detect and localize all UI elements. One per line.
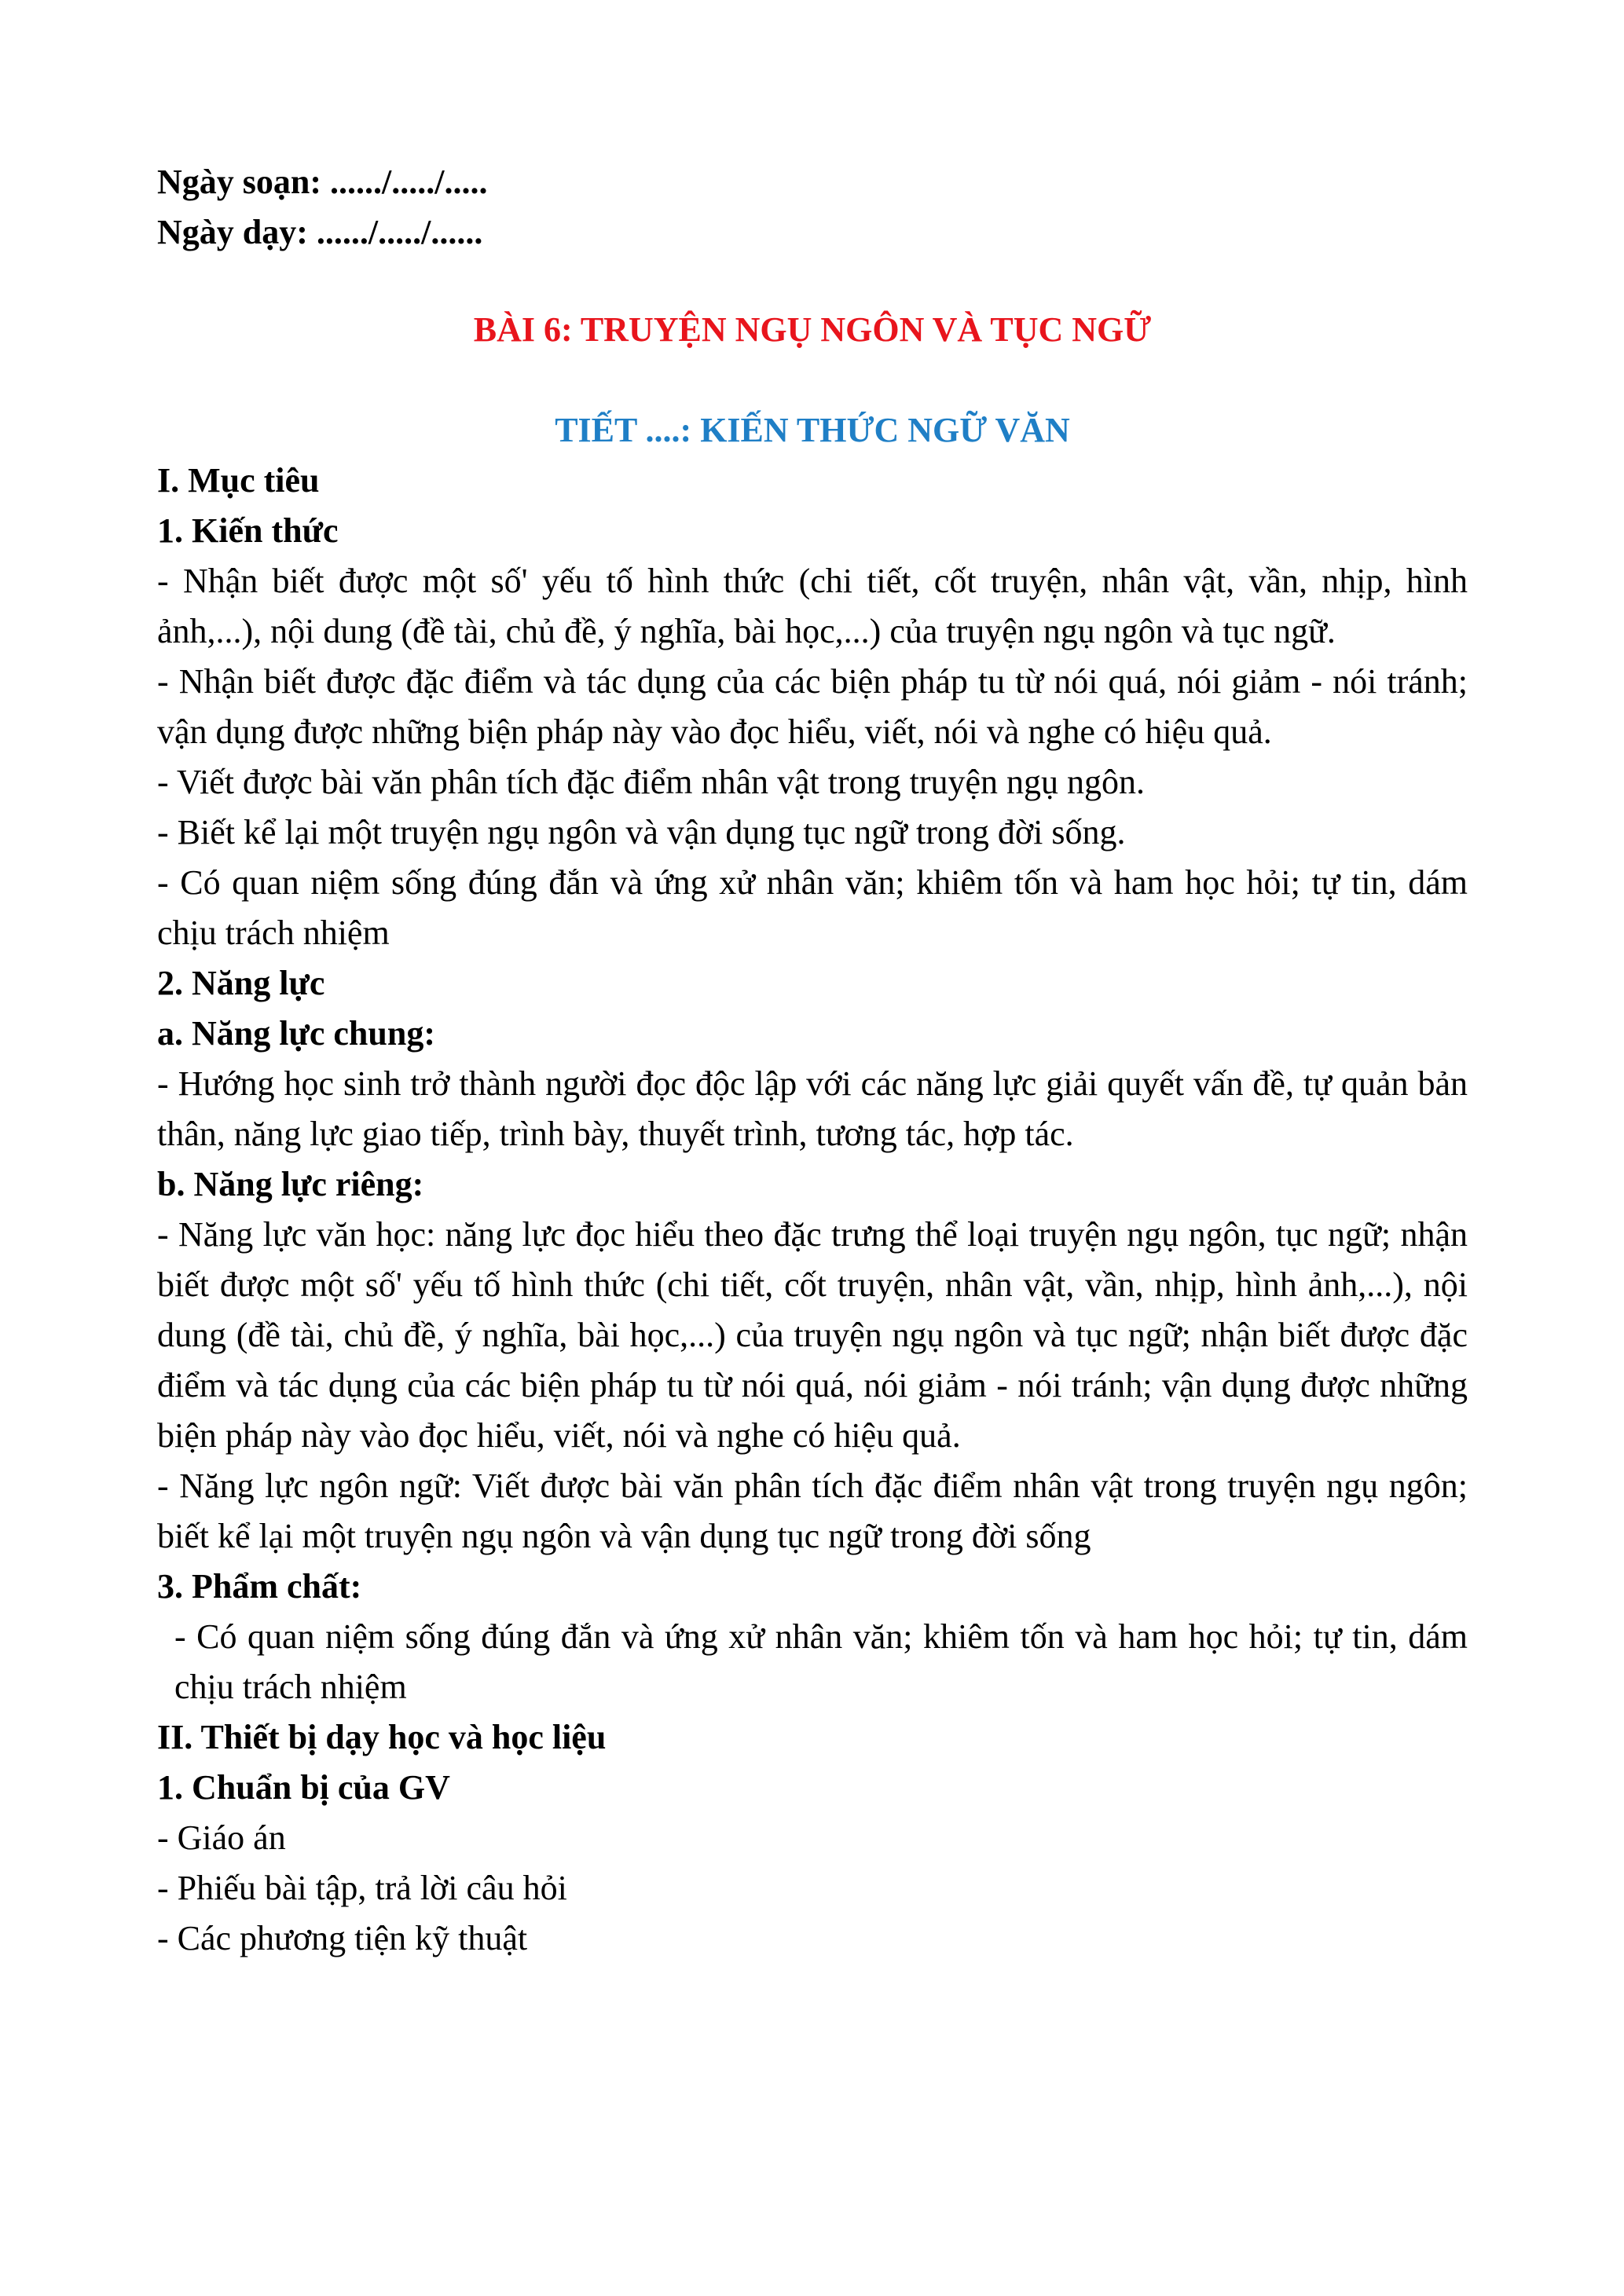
knowledge-heading: 1. Kiến thức <box>157 511 339 550</box>
section-objectives-heading: I. Mục tiêu <box>157 461 320 500</box>
knowledge-item: - Biết kể lại một truyện ngụ ngôn và vận dụng tục ngữ trong đời sống. <box>157 813 1126 851</box>
general-competence-heading: a. Năng lực chung: <box>157 1014 435 1053</box>
qualities-heading: 3. Phẩm chất: <box>157 1567 362 1606</box>
knowledge-item: - Nhận biết được một số' yếu tố hình thức (chi tiết, cốt truyện, nhân vật, vần, nhịp, hình ảnh,...), nội dung (đề tài, chủ đề, ý nghĩa, bài học,...) của truyện ngụ ngôn và tục ngữ. <box>157 562 1468 650</box>
general-competence-item: - Hướng học sinh trở thành người đọc độc lập với các năng lực giải quyết vấn đề, tự quản bản thân, năng lực giao tiếp, trình bày, thuyết trình, tương tác, hợp tác. <box>157 1064 1468 1153</box>
knowledge-item: - Nhận biết được đặc điểm và tác dụng của các biện pháp tu từ nói quá, nói giảm - nói tránh; vận dụng được những biện pháp này vào đọc hiểu, viết, nói và nghe có hiệu quả. <box>157 662 1468 751</box>
document-content <box>157 157 1468 1964</box>
knowledge-item: - Viết được bài văn phân tích đặc điểm nhân vật trong truyện ngụ ngôn. <box>157 763 1146 801</box>
specific-competence-heading: b. Năng lực riêng: <box>157 1165 424 1203</box>
preparation-date: Ngày soạn: ....../...../..... <box>157 163 488 201</box>
period-title: TIẾT ....: KIẾN THỨC NGỮ VĂN <box>555 411 1070 449</box>
specific-competence-item: - Năng lực ngôn ngữ: Viết được bài văn phân tích đặc điểm nhân vật trong truyện ngụ ngôn; biết kể lại một truyện ngụ ngôn và vận dụng tục ngữ trong đời sống <box>157 1467 1468 1555</box>
teacher-preparation-item: - Phiếu bài tập, trả lời câu hỏi <box>157 1869 567 1907</box>
specific-competence-item: - Năng lực văn học: năng lực đọc hiểu theo đặc trưng thể loại truyện ngụ ngôn, tục ngữ; nhận biết được một số' yếu tố hình thức (chi tiết, cốt truyện, nhân vật, vần, nhịp, hình ảnh,...), nội dung (đề tài, chủ đề, ý nghĩa, bài học,...) của truyện ngụ ngôn và tục ngữ; nhận biết được đặc điểm và tác dụng của các biện pháp tu từ nói quá, nói giảm - nói tránh; vận dụng được những biện pháp này vào đọc hiểu, viết, nói và nghe có hiệu quả. <box>157 1215 1468 1455</box>
teacher-preparation-heading: 1. Chuẩn bị của GV <box>157 1768 450 1807</box>
lesson-title: BÀI 6: TRUYỆN NGỤ NGÔN VÀ TỤC NGỮ <box>473 310 1152 349</box>
competence-heading: 2. Năng lực <box>157 964 325 1002</box>
qualities-item: - Có quan niệm sống đúng đắn và ứng xử nhân văn; khiêm tốn và ham học hỏi; tự tin, dám chịu trách nhiệm <box>174 1617 1468 1706</box>
knowledge-item: - Có quan niệm sống đúng đắn và ứng xử nhân văn; khiêm tốn và ham học hỏi; tự tin, dám chịu trách nhiệm <box>157 863 1468 952</box>
section-equipment-heading: II. Thiết bị dạy học và học liệu <box>157 1718 607 1756</box>
teacher-preparation-item: - Các phương tiện kỹ thuật <box>157 1919 528 1957</box>
teaching-date: Ngày dạy: ....../...../...... <box>157 213 483 251</box>
teacher-preparation-item: - Giáo án <box>157 1818 286 1857</box>
